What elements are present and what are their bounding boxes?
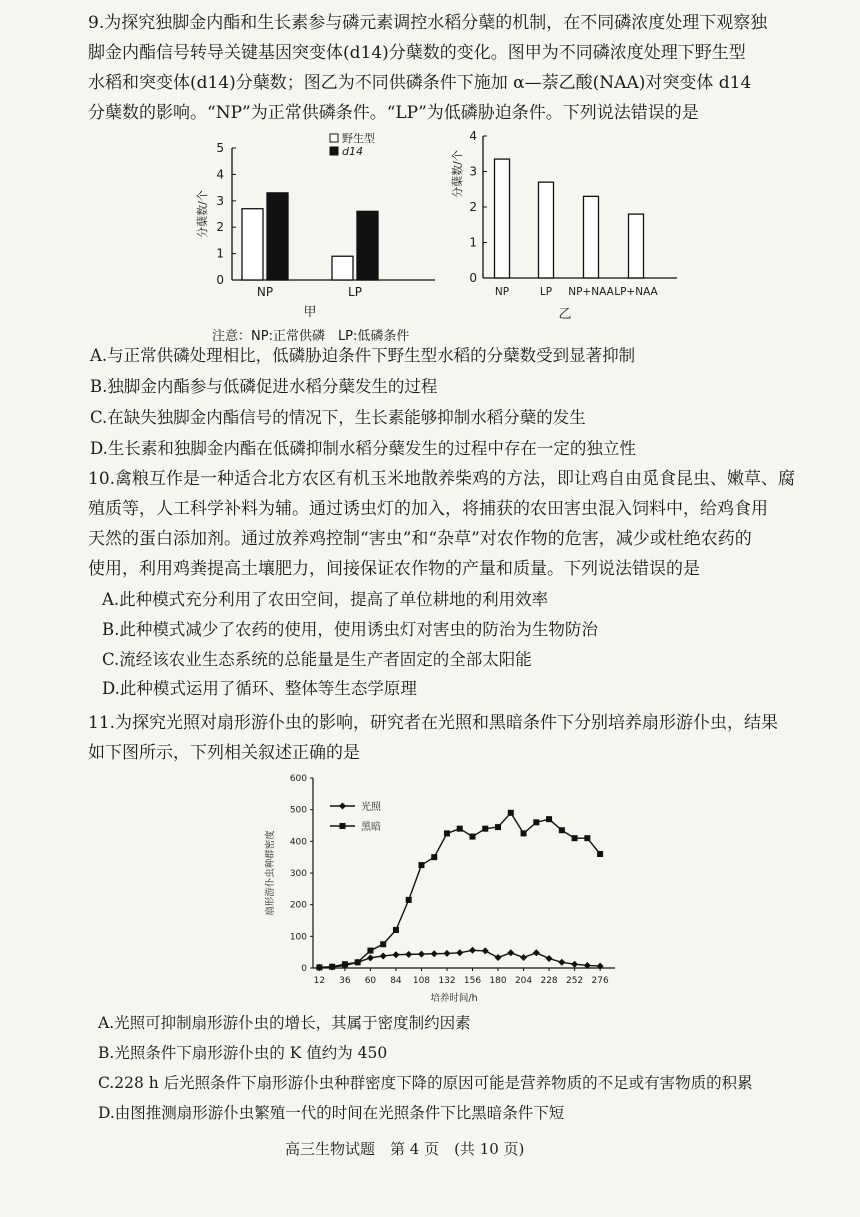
point-黑暗 [533,819,539,825]
bar-d14-NP [267,193,288,280]
q10-option-b: B.此种模式减少了农药的使用，使用诱虫灯对害虫的防治为生物防治 [102,620,598,639]
x-tick-label: 108 [412,976,431,986]
bar-NP [495,159,510,278]
x-tick-label: NP [256,285,274,299]
y-tick-label: 400 [289,837,307,848]
point-光照 [546,955,553,962]
x-tick-label: 12 [313,976,326,986]
y-tick-label: 3 [216,193,224,208]
x-tick-label: 252 [565,976,584,986]
point-黑暗 [329,964,335,970]
bar-NP+NAA [584,196,599,278]
q9-figure-note: 注意：NP:正常供磷 LP:低磷条件 [212,329,410,344]
q9-option-b: B.独脚金内酯参与低磷促进水稻分蘖发生的过程 [90,377,438,396]
bar-野生型-NP [242,209,263,280]
legend-label-d14: d14 [342,145,363,158]
y-axis-label: 分蘖数/个 [196,190,209,238]
x-tick-label: LP+NAA [614,286,658,298]
bar-LP [539,182,554,278]
legend-marker-光照 [339,803,346,810]
x-tick-label: LP [348,285,362,299]
point-光照 [469,947,476,954]
q10-stem-line-2: 殖质等，人工科学补料为辅。通过诱虫灯的加入，将捕获的农田害虫混入饲料中，给鸡食用 [88,499,768,519]
x-tick-label: 36 [339,976,351,986]
q11-option-d: D.由图推测扇形游仆虫繁殖一代的时间在光照条件下比黑暗条件下短 [98,1104,565,1122]
q10-option-a: A.此种模式充分利用了农田空间，提高了单位耕地的利用效率 [102,590,549,609]
x-tick-label: 204 [514,976,533,986]
x-tick-label: 60 [364,976,377,986]
q10-stem-line-3: 天然的蛋白添加剂。通过放养鸡控制“害虫”和“杂草”对农作物的危害，减少或杜绝农药的 [88,529,752,549]
x-tick-label: 132 [438,976,456,986]
x-tick-label: 156 [463,976,482,986]
point-黑暗 [355,959,361,965]
point-黑暗 [418,862,424,868]
point-黑暗 [597,851,603,857]
legend-swatch-d14 [330,147,338,155]
q9-stem-line-3: 水稻和突变体(d14)分蘖数；图乙为不同供磷条件下施加 α—萘乙酸(NAA)对突变体 d14 [88,73,752,93]
q11-option-b: B.光照条件下扇形游仆虫的 K 值约为 450 [98,1044,388,1062]
point-黑暗 [495,824,501,830]
legend-label-光照: 光照 [361,802,381,813]
point-光照 [507,949,514,956]
point-黑暗 [393,927,399,933]
y-tick-label: 300 [289,869,307,879]
q9-option-c: C.在缺失独脚金内酯信号的情况下，生长素能够抑制水稻分蘖的发生 [90,408,586,427]
q10-option-d: D.此种模式运用了循环、整体等生态学原理 [102,679,417,698]
y-axis-label: 分蘖数/个 [451,150,464,198]
point-光照 [392,951,399,958]
y-tick-label: 0 [301,964,307,974]
point-光照 [495,954,502,961]
q10-stem-line-4: 使用，利用鸡粪提高土壤肥力，间接保证农作物的产量和质量。下列说法错误的是 [88,559,700,579]
point-光照 [520,954,527,961]
point-光照 [431,950,438,957]
point-黑暗 [457,826,463,832]
point-光照 [533,949,540,956]
y-tick-label: 4 [216,167,224,182]
x-tick-label: 228 [540,976,558,986]
q9-stem-line-4: 分蘖数的影响。“NP”为正常供磷条件。“LP”为低磷胁迫条件。下列说法错误的是 [88,103,699,123]
point-黑暗 [584,835,590,841]
point-黑暗 [508,810,514,816]
point-黑暗 [521,830,527,836]
q9-stem-line-1: 9.为探究独脚金内酯和生长素参与磷元素调控水稻分蘖的机制，在不同磷浓度处理下观察独 [88,13,768,33]
chart-population-density [255,768,625,1008]
x-tick-label: 276 [591,976,609,986]
q9-option-d: D.生长素和独脚金内酯在低磷抑制水稻分蘖发生的过程中存在一定的独立性 [90,439,636,458]
point-黑暗 [444,830,450,836]
x-axis-label: 培养时间/h [430,993,478,1004]
point-光照 [367,954,374,961]
x-tick-label: NP+NAA [568,286,614,298]
q10-stem-line-1: 10.禽粮互作是一种适合北方农区有机玉米地散养柴鸡的方法，即让鸡自由觅食昆虫、嫩草、腐 [88,469,796,489]
q11-stem-line-1: 11.为探究光照对扇形游仆虫的影响，研究者在光照和黑暗条件下分别培养扇形游仆虫，结果 [88,713,779,733]
y-axis-label: 扇形游仆虫种群密度 [265,830,276,916]
legend-label-黑暗: 黑暗 [361,822,381,833]
chart-yi [451,128,685,328]
point-黑暗 [482,826,488,832]
point-光照 [405,951,412,958]
point-光照 [456,949,463,956]
point-黑暗 [316,964,322,970]
q9-stem-line-2: 脚金内酯信号转导关键基因突变体(d14)分蘖数的变化。图甲为不同磷浓度处理下野生型 [88,43,746,63]
point-黑暗 [431,854,437,860]
q11-option-c: C.228 h 后光照条件下扇形游仆虫种群密度下降的原因可能是营养物质的不足或有害物质的积累 [98,1074,753,1092]
y-tick-label: 0 [469,271,477,285]
y-tick-label: 3 [469,164,477,179]
chart-jia [190,130,450,320]
point-黑暗 [470,834,476,840]
y-tick-label: 100 [289,932,307,943]
x-tick-label: 84 [390,976,402,986]
bar-LP+NAA [629,214,644,278]
bar-d14-LP [357,211,378,280]
y-tick-label: 2 [469,200,477,214]
y-tick-label: 600 [289,774,307,784]
x-tick-label: NP [494,286,510,298]
legend-swatch-野生型 [330,134,338,142]
q11-option-a: A.光照可抑制扇形游仆虫的增长，其属于密度制约因素 [98,1014,471,1032]
y-tick-label: 0 [216,273,224,287]
y-tick-label: 5 [216,141,224,155]
x-tick-label: LP [539,286,553,298]
point-光照 [443,950,450,957]
q9-option-a: A.与正常供磷处理相比，低磷胁迫条件下野生型水稻的分蘖数受到显著抑制 [90,346,636,365]
point-光照 [418,951,425,958]
point-光照 [482,947,489,954]
point-黑暗 [380,941,386,947]
point-黑暗 [546,816,552,822]
y-tick-label: 1 [216,246,224,261]
point-光照 [558,959,565,966]
y-tick-label: 4 [469,129,477,143]
y-tick-label: 2 [216,220,224,235]
x-tick-label: 180 [489,976,507,986]
y-tick-label: 200 [289,900,307,911]
point-黑暗 [406,897,412,903]
legend-marker-黑暗 [340,823,346,829]
q11-stem-line-2: 如下图所示，下列相关叙述正确的是 [88,743,360,763]
point-黑暗 [572,835,578,841]
chart-title: 甲 [303,305,317,320]
series-line-黑暗 [319,813,600,968]
point-光照 [380,952,387,959]
bar-野生型-LP [332,256,353,280]
y-tick-label: 1 [469,235,477,250]
page-footer: 高三生物试题 第 4 页 (共 10 页) [285,1140,525,1158]
point-黑暗 [367,948,373,954]
legend-label-野生型: 野生型 [342,132,375,145]
q10-option-c: C.流经该农业生态系统的总能量是生产者固定的全部太阳能 [102,650,532,669]
point-黑暗 [559,827,565,833]
y-tick-label: 500 [289,805,307,816]
point-光照 [571,961,578,968]
chart-title: 乙 [558,307,572,322]
point-黑暗 [342,961,348,967]
